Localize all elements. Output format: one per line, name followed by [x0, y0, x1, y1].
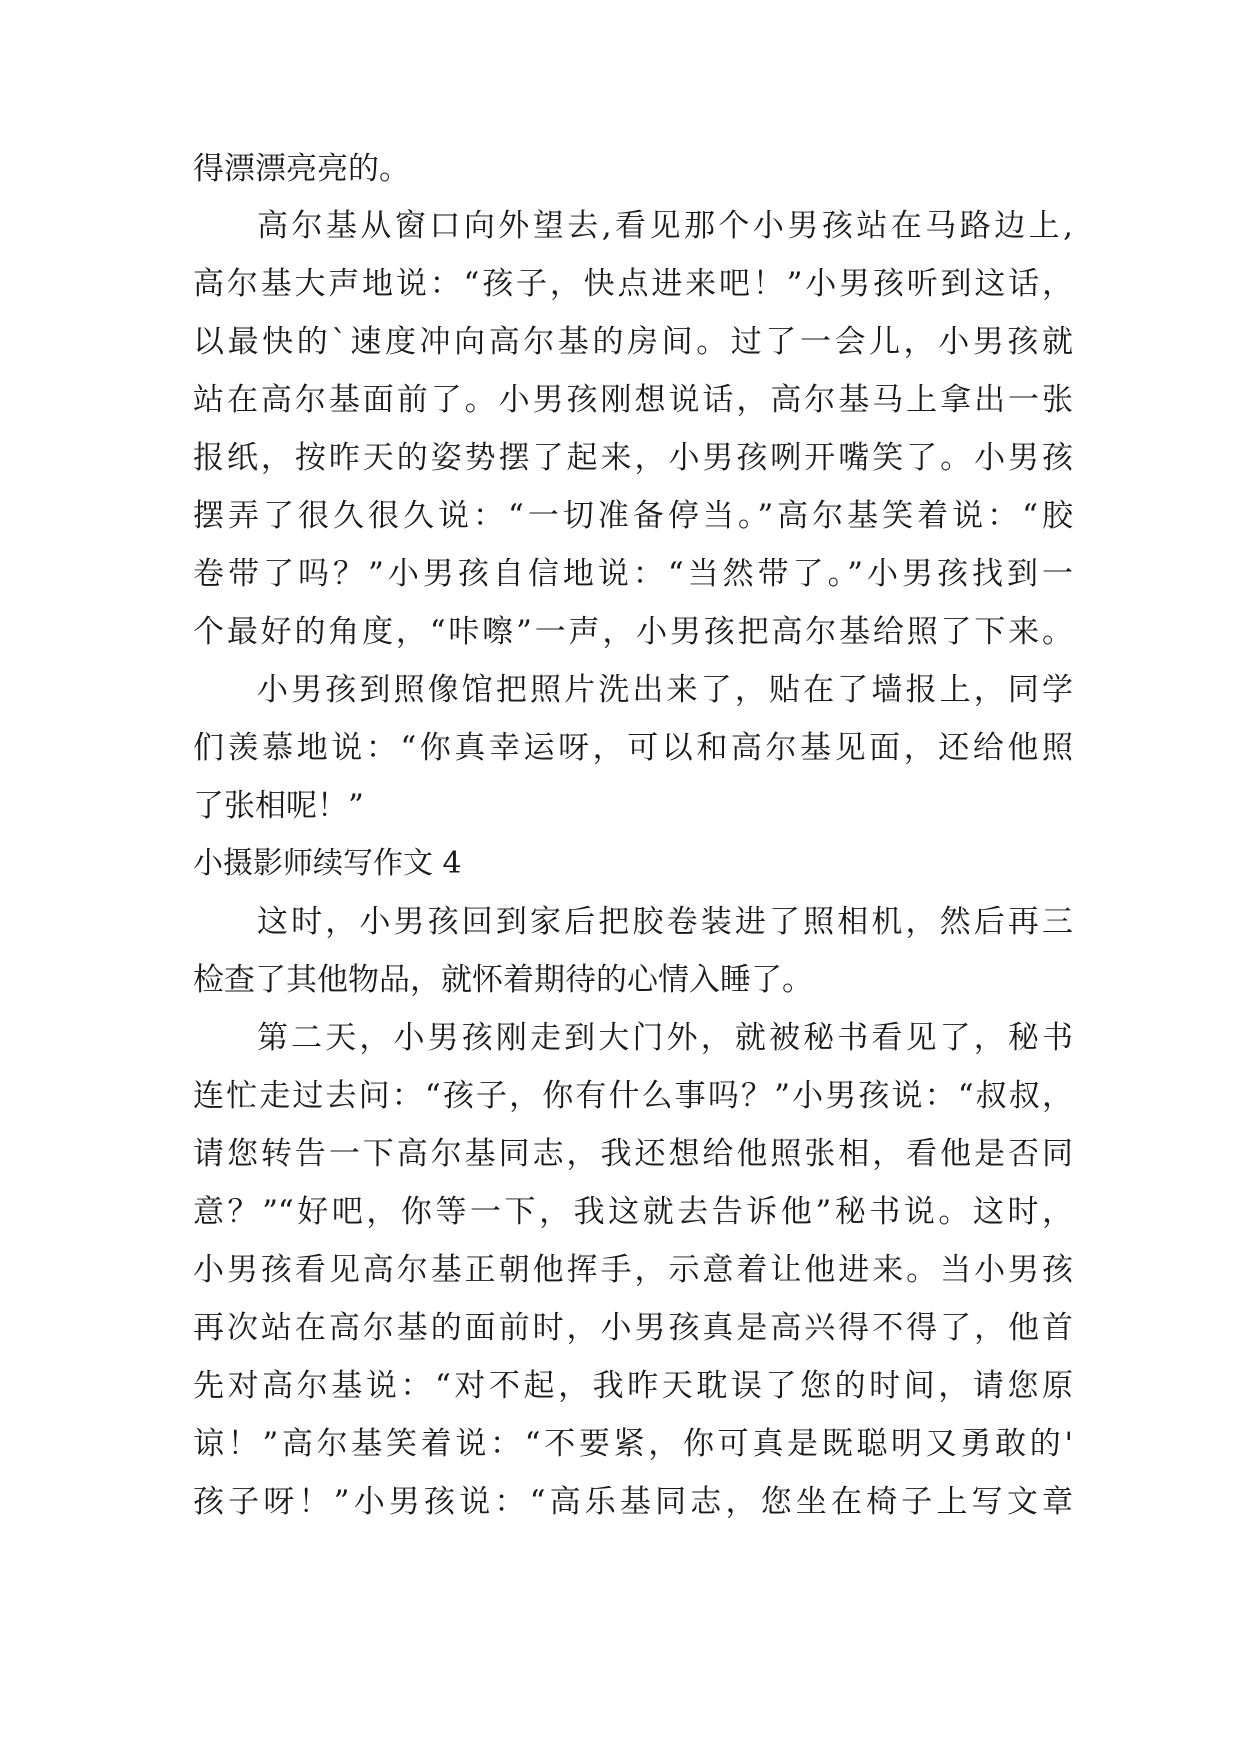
text-line: 请您转告一下高尔基同志，我还想给他照张相，看他是否同 [193, 1136, 1073, 1172]
text-line: 再次站在高尔基的面前时，小男孩真是高兴得不得了，他首 [193, 1310, 1073, 1346]
text-line: 谅！”高尔基笑着说：“不要紧，你可真是既聪明又勇敢的' [193, 1426, 1073, 1462]
text-line: 报纸，按昨天的姿势摆了起来，小男孩咧开嘴笑了。小男孩 [193, 440, 1073, 476]
text-line: 以最快的`速度冲向高尔基的房间。过了一会儿，小男孩就 [193, 324, 1073, 360]
text-line: 孩子呀！”小男孩说：“高乐基同志，您坐在椅子上写文章 [193, 1484, 1073, 1520]
text-line: 了张相呢！” [193, 788, 364, 824]
paragraph-first-line: 第二天，小男孩刚走到大门外，就被秘书看见了，秘书 [257, 1020, 1073, 1056]
paragraph-first-line: 小男孩到照像馆把照片洗出来了，贴在了墙报上，同学 [257, 672, 1073, 708]
text-line: 站在高尔基面前了。小男孩刚想说话，高尔基马上拿出一张 [193, 382, 1073, 418]
text-line: 小男孩看见高尔基正朝他挥手，示意着让他进来。当小男孩 [193, 1252, 1073, 1288]
section-heading: 小摄影师续写作文 4 [193, 846, 462, 881]
text-line: 卷带了吗？”小男孩自信地说：“当然带了。”小男孩找到一 [193, 556, 1073, 592]
text-line: 个最好的角度，“咔嚓”一声，小男孩把高尔基给照了下来。 [193, 614, 1073, 650]
text-line: 得漂漂亮亮的。 [193, 151, 410, 187]
text-line: 高尔基大声地说：“孩子，快点进来吧！”小男孩听到这话， [193, 266, 1073, 302]
text-line: 连忙走过去问：“孩子，你有什么事吗？”小男孩说：“叔叔， [193, 1078, 1073, 1114]
text-line: 意？”“好吧，你等一下，我这就去告诉他”秘书说。这时， [193, 1194, 1073, 1230]
text-line: 摆弄了很久很久说：“一切准备停当。”高尔基笑着说：“胶 [193, 498, 1073, 534]
text-line: 先对高尔基说：“对不起，我昨天耽误了您的时间，请您原 [193, 1368, 1073, 1404]
text-line: 们羡慕地说：“你真幸运呀，可以和高尔基见面，还给他照 [193, 730, 1073, 766]
paragraph-first-line: 这时，小男孩回到家后把胶卷装进了照相机，然后再三 [257, 904, 1073, 940]
text-line: 检查了其他物品，就怀着期待的心情入睡了。 [193, 962, 813, 998]
paragraph-first-line: 高尔基从窗口向外望去,看见那个小男孩站在马路边上, [257, 208, 1073, 244]
